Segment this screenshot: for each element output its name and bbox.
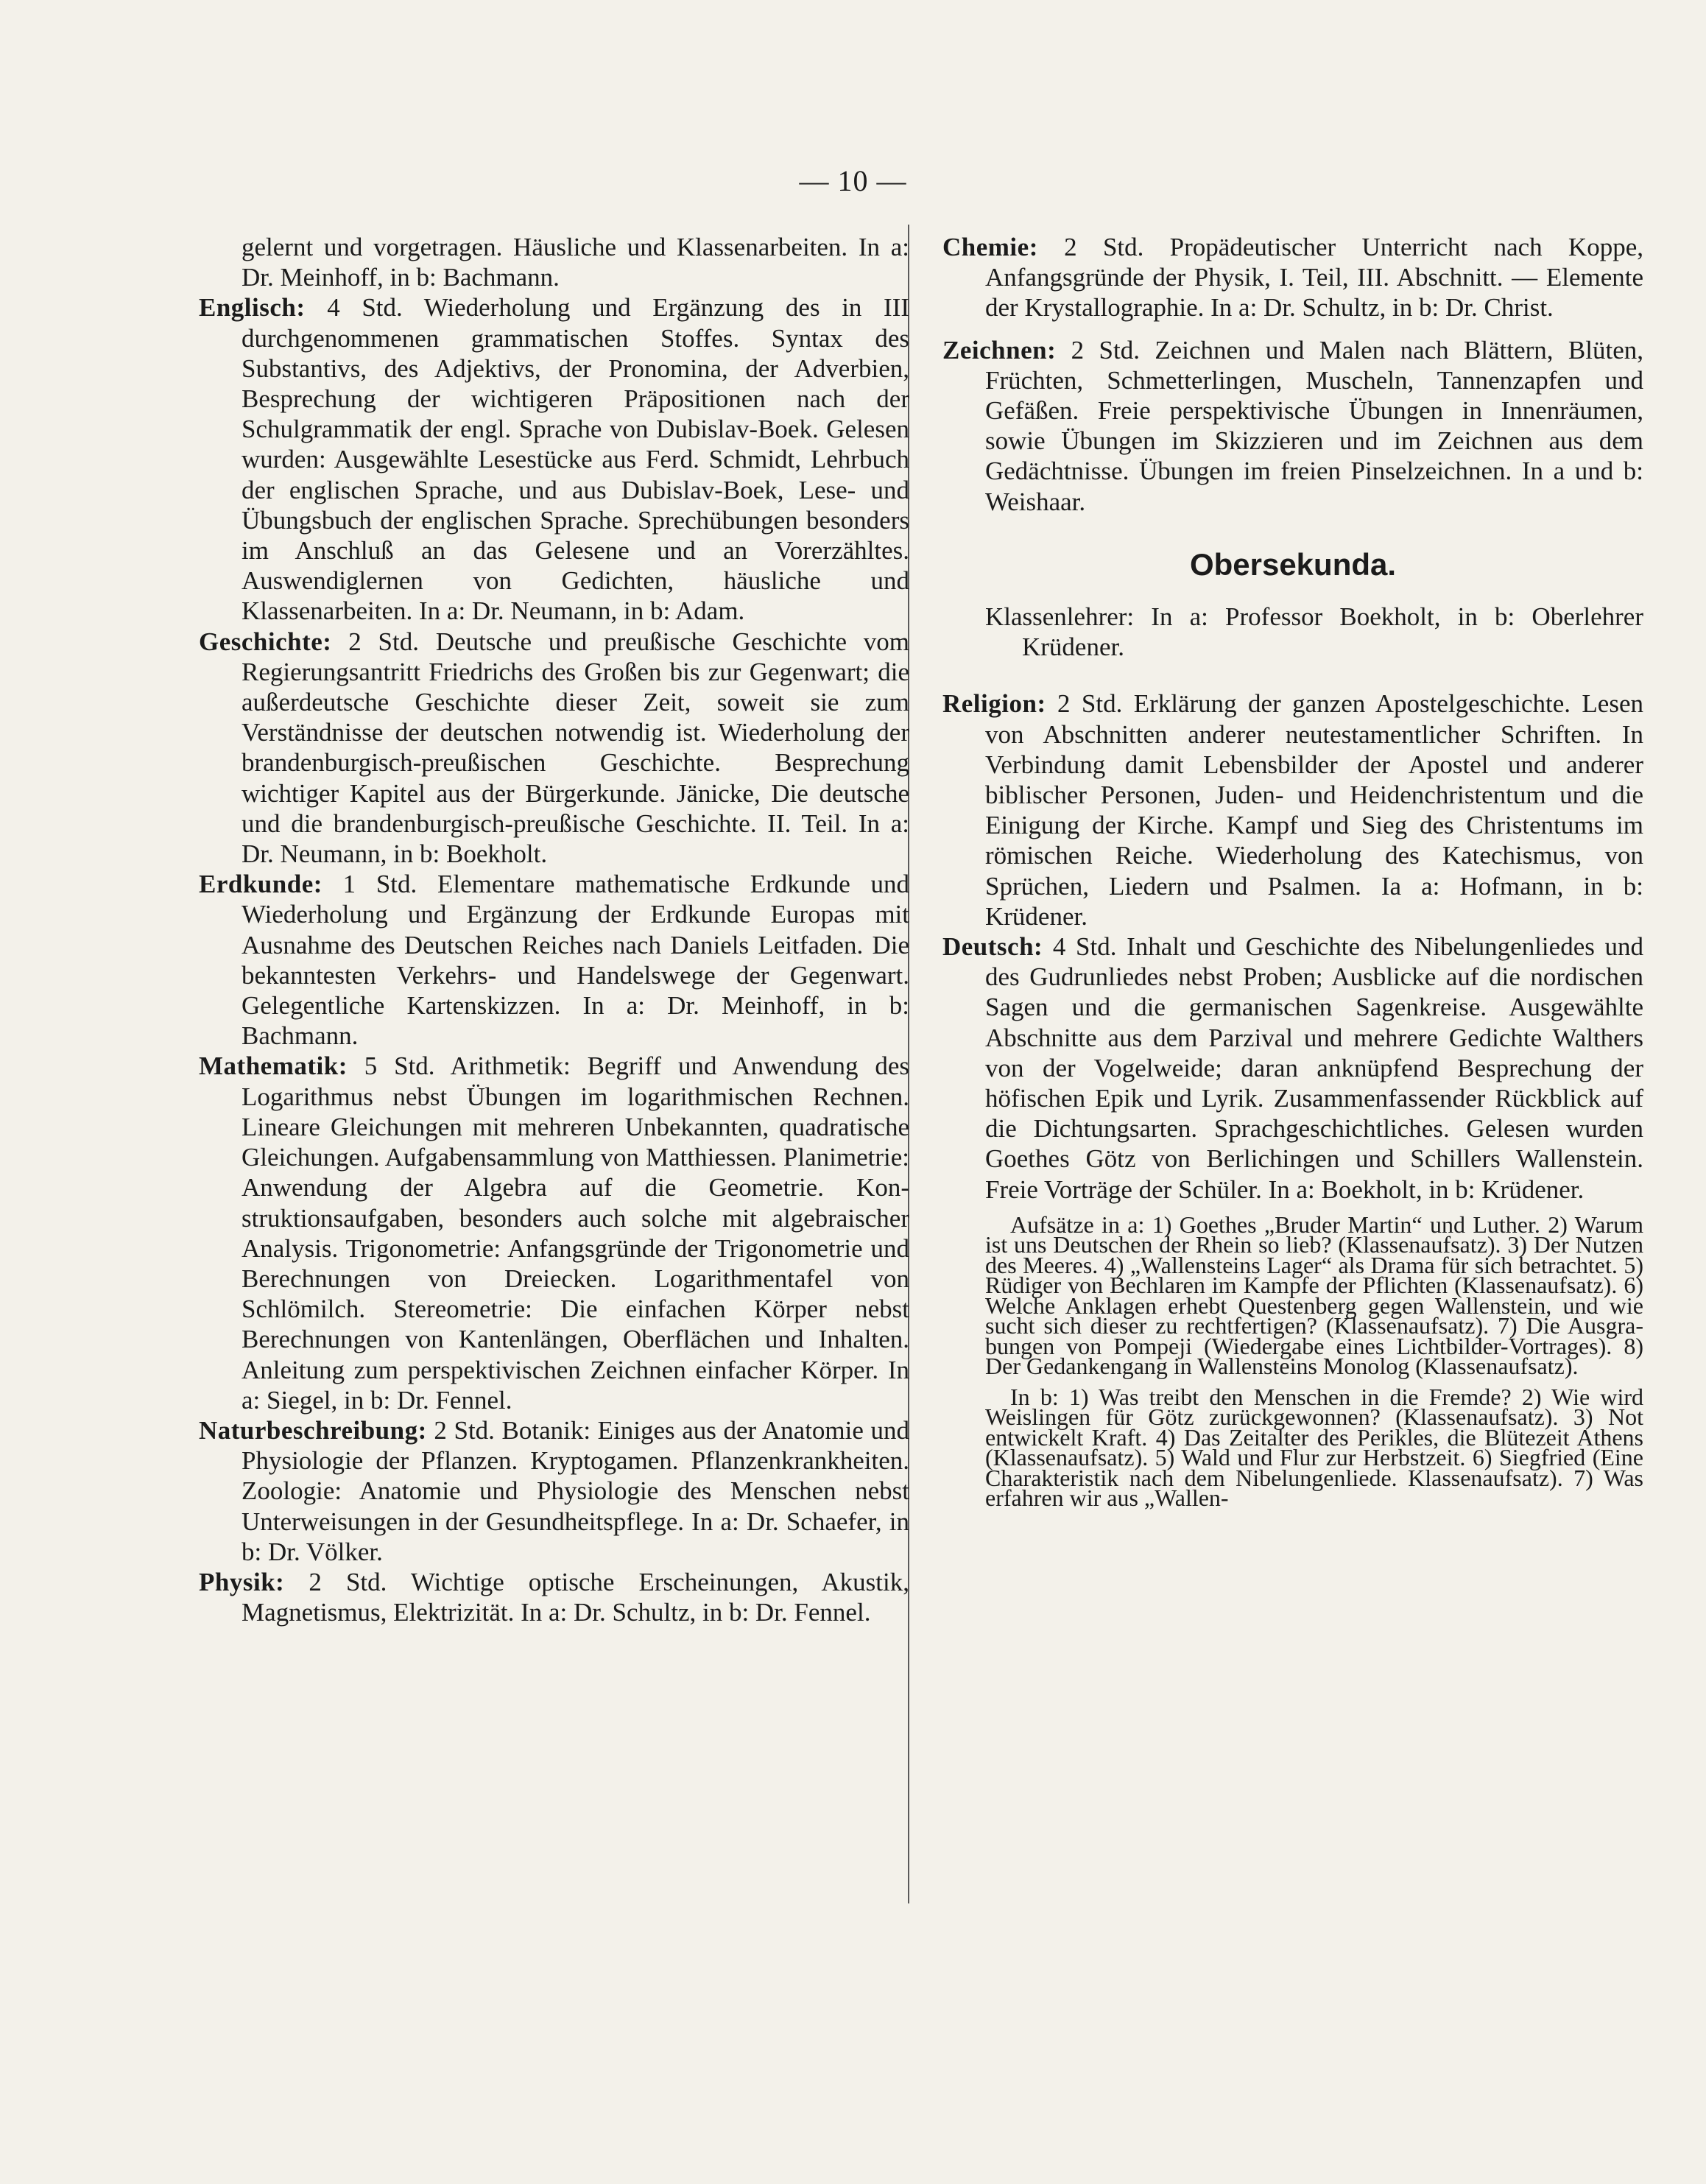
subject-geschichte [199, 627, 909, 870]
subject-religion [942, 688, 1643, 931]
left-column [199, 232, 909, 1627]
subject-label: Chemie: [942, 233, 1038, 261]
subject-text: 1 Std. Elementare mathematische Erdkunde und Wiederholung und Ergänzung der Erdkunde Europas mit Ausnahme des Deutschen Reiches nach Daniels Leitfaden. Die bekanntesten Verkehrs- und Handelswege der Gegenwart. Gelegentliche Kartenskizzen. In a: Dr. Meinhoff, in b: Bachmann. [242, 870, 909, 1051]
subject-naturbeschreibung [199, 1415, 909, 1567]
subject-label: Geschichte: [199, 627, 332, 656]
right-column [942, 232, 1644, 1512]
subject-text: 5 Std. Arithmetik: Begriff und Anwendung des Logarithmus nebst Übungen im logarithmischen Rechnen. Lineare Gleichungen mit mehreren Unbekannten, quadratische Gleichungen. Aufgabensammlung von Matthiessen. Planimetrie: Anwendung der Algebra auf die Geometrie. Konstruktionsaufgaben, besonders auch solche mit algebraischer Analysis. Trigonometrie: Anfangsgründe der Trigonometrie und Berechnungen von Dreiecken. Logarithmentafel von Schlömilch. Stereometrie: Die einfachen Körper nebst Berechnungen von Kantenlängen, Oberflächen und Inhalten. Anleitung zum perspektivischen Zeichnen einfacher Körper. In a: Siegel, in b: Dr. Fennel. [242, 1052, 909, 1415]
subject-erdkunde [199, 869, 909, 1051]
subject-deutsch [942, 931, 1643, 1205]
section-heading: Obersekunda. [1189, 546, 1397, 582]
subject-label: Deutsch: [942, 932, 1043, 962]
subject-text: 2 Std. Deutsche und preußische Geschichte vom Regierungsantritt Friedrichs des Großen bis zur Gegenwart; die außerdeutsche Geschichte dieser Zeit, soweit sie zum Verständnisse der deutschen notwendig ist. Wiederholung der brandenburgisch-preußischen Geschichte. Besprechung wichtiger Kapitel aus der Bürgerkunde. Jänicke, Die deutsche und die brandenburgisch-preußische Geschichte. II. Teil. In a: Dr. Neumann, in b: Boekholt. [242, 627, 909, 869]
essays-class-a: Aufsätze in a: 1) Goethes „Bruder Martin“ und Luther. 2) Warum ist uns Deutschen der Rhein so lieb? (Klassenaufsatz). 3) Der Nutzen des Meeres. 4) „Wallensteins Lager“ als Drama für sich betrachtet. 5) Rüdiger von Bechlaren im Kampfe der Pflichten (Klassenaufsatz). 6) Welche Anklagen erhebt Questenberg gegen Wallenstein, und wie sucht sich dieser zu rechtfertigen? (Klassenaufsatz). 7) Die Ausgrabungen von Pompeji (Wiedergabe eines Lichtbilder-Vortrages). 8) Der Gedankengang in Wallensteins Monolog (Klassenaufsatz). [985, 1211, 1643, 1380]
subject-label: Englisch: [199, 293, 306, 323]
subject-label: Naturbeschreibung: [199, 1415, 427, 1445]
subject-label: Physik: [199, 1567, 285, 1596]
subject-label: Zeichnen: [942, 335, 1057, 364]
paragraph-text: gelernt und vorgetragen. Häusliche und Klassenarbeiten. In a: Dr. Meinhoff, in b: Bachmann. [242, 233, 909, 292]
subject-label: Erdkunde: [199, 870, 322, 899]
subject-label: Mathematik: [199, 1052, 348, 1081]
essays-class-b: In b: 1) Was treibt den Menschen in die Fremde? 2) Wie wird Weislingen für Götz zurückgewonnen? (Klassenaufsatz). 3) Not entwickelt Kraft. 4) Das Zeitalter des Perikles, die Blütezeit Athens (Klassenaufsatz). 5) Wald und Flur zur Herbstzeit. 6) Siegfried (Eine Charakteristik nach dem Nibelungenliede. Klassenaufsatz). 7) Was erfahren wir aus „Wallen- [985, 1383, 1643, 1512]
subject-text: 2 Std. Zeichnen und Malen nach Blättern, Blüten, Früchten, Schmetterlingen, Muscheln, Tannenzapfen und Gefäßen. Freie perspektivische Übungen in Innenräumen, sowie Übungen im Skizzieren und im Zeichnen aus dem Gedächtnisse. Übungen im freien Pinselzeichnen. In a und b: Weishaar. [985, 335, 1644, 516]
subject-label: Religion: [942, 689, 1046, 719]
subject-physik [199, 1567, 909, 1627]
subject-chemie [942, 232, 1643, 323]
subject-englisch [199, 292, 909, 626]
continuation-paragraph [199, 232, 909, 292]
subject-text: 2 Std. Botanik: Einiges aus der Anatomie und Physiologie der Pflanzen. Kryptogamen. Pflanzenkrankheiten. Zoologie: Anatomie und Physiologie des Menschen nebst Unterweisungen in der Gesundheitspflege. In a: Dr. Schaefer, in b: Dr. Völker. [242, 1415, 910, 1566]
subject-text: 2 Std. Propädeutischer Unterricht nach Koppe, Anfangsgründe der Physik, I. Teil, III. Abschnitt. — Elemente der Krystallographie. In a: Dr. Schultz, in b: Dr. Christ. [985, 233, 1643, 323]
class-teacher-line: Klassenlehrer: In a: Professor Boekholt, in b: Oberlehrer Krüdener. [985, 602, 1643, 662]
page-number: — 10 — [799, 164, 907, 197]
subject-zeichnen [942, 335, 1643, 517]
spacer [942, 323, 1643, 335]
subject-mathematik [199, 1051, 909, 1415]
subject-text: 2 Std. Wichtige optische Erscheinungen, Akustik, Magnetismus, Elektrizität. In a: Dr. Schultz, in b: Dr. Fennel. [242, 1567, 909, 1627]
subject-text: 4 Std. Wiederholung und Ergänzung des in III durchgenommenen grammatischen Stoffes. Syntax des Substantivs, des Adjektivs, der Pronomina, der Adverbien, Besprechung der wichtigeren Präpositionen nach der Schulgrammatik der engl. Sprache von Dubislav-Boek. Gelesen wurden: Ausgewählte Lesestücke aus Ferd. Schmidt, Lehrbuch der englischen Sprache, und aus Dubislav-Boek, Lese- und Übungsbuch der englischen Sprache. Sprechübungen besonders im Anschluß an das Gelesene und an Vorerzähltes. Auswendiglernen von Gedichten, häusliche und Klassenarbeiten. In a: Dr. Neumann, in b: Adam. [242, 293, 910, 626]
subject-text: 2 Std. Erklärung der ganzen Apostelgeschichte. Lesen von Abschnitten anderer neutestamentlicher Schriften. In Verbindung damit Lebensbilder der Apostel und anderer biblischer Personen, Juden- und Heidenchristentum und die Einigung der Kirche. Kampf und Sieg des Christentums im römischen Reiche. Wiederholung des Katechismus, von Sprüchen, Liedern und Psalmen. Ia a: Hofmann, in b: Krüdener. [985, 689, 1643, 931]
subject-text: 4 Std. Inhalt und Geschichte des Nibelungenliedes und des Gudrunliedes nebst Proben; Ausblicke auf die nordischen Sagen und die germanischen Sagenkreise. Ausgewählte Abschnitte aus dem Parzival und mehrere Gedichte Walthers von der Vogelweide; daran anknüpfend Besprechung der höfischen Epik und Lyrik. Zusammenfassender Rückblick auf die Dichtungsarten. Sprachgeschichtliches. Gelesen wurden Goethes Götz von Berlichingen und Schillers Wallenstein. Freie Vorträge der Schüler. In a: Boekholt, in b: Krüdener. [985, 932, 1643, 1204]
